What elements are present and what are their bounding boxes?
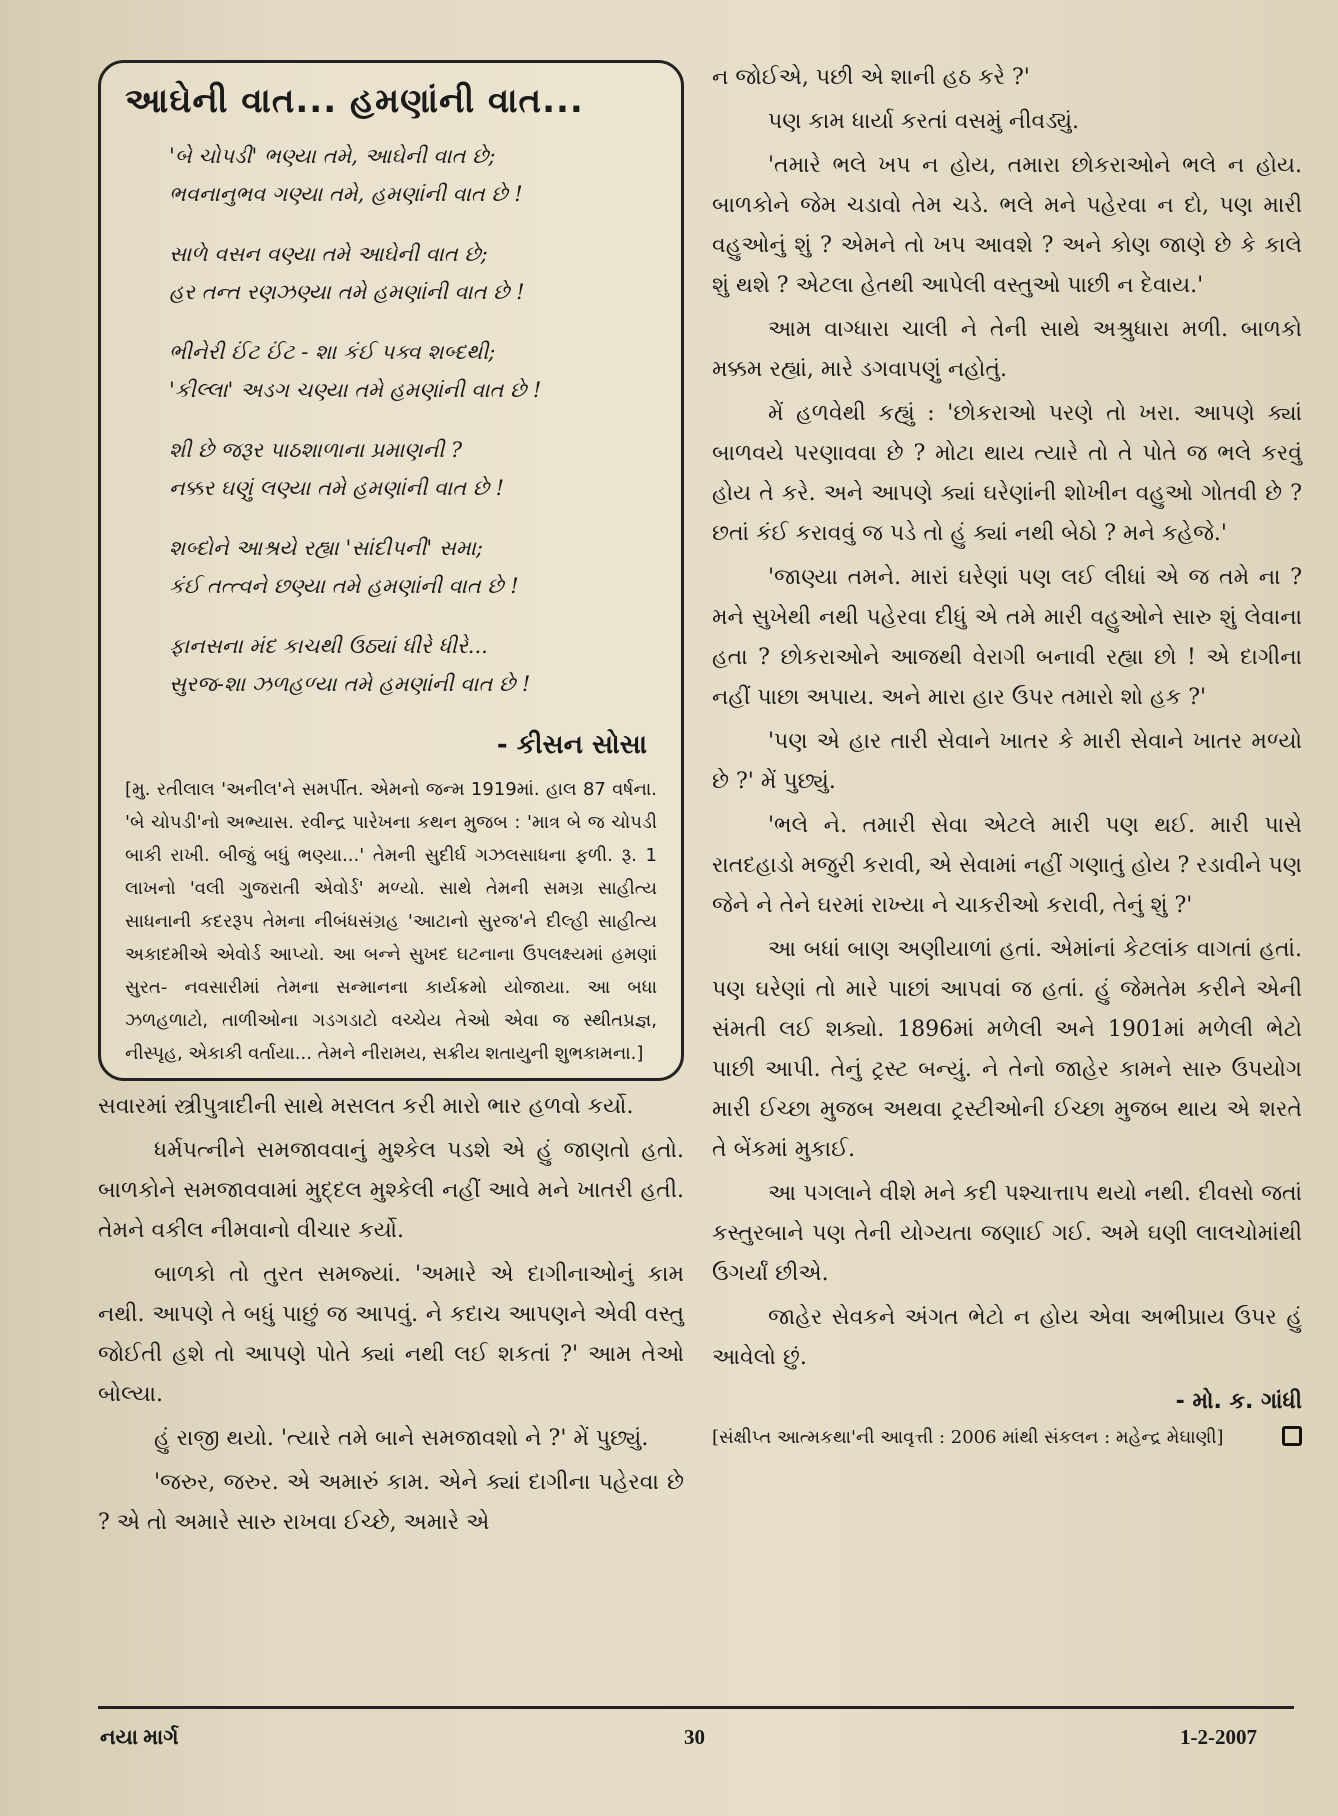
right-article-text [712,58,1302,1378]
source-citation: [સંક્ષીપ્ત આત્મકથા'ની આવૃત્તી : 2006 માંથી સંકલન : મહેન્દ્ર મેઘાણી] [712,1427,1224,1448]
poem-line: 'બે ચોપડી' ભણ્યા તમે, આઘેની વાત છે; [169,144,496,168]
paragraph: આ પગલાને વીશે મને કદી પશ્ચાત્તાપ થયો નથી. દીવસો જતાં કસ્તુરબાને પણ તેની યોગ્યતા જણાઈ ગઈ. અમે ઘણી લાલચોમાંથી ઉગર્યાં છીએ. [712,1181,1302,1286]
paragraph: 'તમારે ભલે ખપ ન હોય, તમારા છોકરાઓને ભલે ન હોય. બાળકોને જેમ ચડાવો તેમ ચડે. ભલે મને પહેરવા ન દો, પણ મારી વહુઓનું શું ? એમને તો ખપ આવશે ? અને કોણ જાણે છે કે કાલે શું થશે ? એટલા હેતથી આપેલી વસ્તુઓ પાછી ન દેવાય.' [712,153,1302,298]
poem-line: 'કીલ્લા' અડગ ચણ્યા તમે હમણાંની વાત છે ! [169,378,542,402]
end-of-article-square-icon [1282,1426,1302,1446]
paragraph: ન જોઈએ, પછી એ શાની હઠ કરે ?' [712,65,1030,90]
author-signature: - મો. ક. ગાંધી [1175,1389,1302,1414]
poem-line: હર તન્ત રણઝણ્યા તમે હમણાંની વાત છે ! [169,280,525,304]
poem-stanza [125,529,657,605]
poem-line: શબ્દોને આશ્રયે રહ્યા 'સાંદીપની' સમા; [169,536,483,560]
paragraph: આ બધાં બાણ અણીયાળાં હતાં. એમાંનાં કેટલાંક વાગતાં હતાં. પણ ઘરેણાં તો મારે પાછાં આપવાં જ હતાં. હું જેમતેમ કરીને એની સંમતી લઈ શક્યો. 1896માં મળેલી અને 1901માં મળેલી ભેટો પાછી આપી. તેનું ટ્રસ્ટ બન્યું. ને તેનો જાહેર કામને સારુ ઉપયોગ મારી ઈચ્છા મુજબ અથવા ટ્રસ્ટીઓની ઈચ્છા મુજબ થાય એ શરતે તે બેંકમાં મુકાઈ. [712,937,1302,1162]
paragraph: 'ભલે ને. તમારી સેવા એટલે મારી પણ થઈ. મારી પાસે રાતદહાડો મજુરી કરાવી, એ સેવામાં નહીં ગણાતું હોય ? રડાવીને પણ જેને ને તેને ઘરમાં રાખ્યા ને ચાકરીઓ કરાવી, તેનું શું ?' [712,813,1302,918]
poem-box [98,60,684,1081]
paragraph: બાળકો તો તુરત સમજ્યાં. 'અમારે એ દાગીનાઓનું કામ નથી. આપણે તે બધું પાછું જ આપવું. ને કદાચ આપણને એવી વસ્તુ જોઈતી હશે તો આપણે પોતે ક્યાં નથી લઈ શકતાં ?' આમ તેઓ બોલ્યા. [98,1262,684,1407]
poem-stanza [125,235,657,311]
paragraph: 'જાણ્યા તમને. મારાં ઘરેણાં પણ લઈ લીધાં એ જ તમે ના ? મને સુખેથી નથી પહેરવા દીધું એ તમે મારી વહુઓને સારુ શું લેવાના હતા ? છોકરાઓને આજથી વેરાગી બનાવી રહ્યા છો ! એ દાગીના નહીં પાછા અપાય. અને મારા હાર ઉપર તમારો શો હક ?' [712,565,1302,710]
paragraph: પણ કામ ધાર્યા કરતાં વસમું નીવડ્યું. [768,109,1080,134]
left-column [98,60,684,1547]
paragraph: હું રાજી થયો. 'ત્યારે તમે બાને સમજાવશો ને ?' મેં પુછ્યું. [154,1426,649,1451]
footer-date: 1-2-2007 [1180,1725,1257,1749]
paragraph: 'પણ એ હાર તારી સેવાને ખાતર કે મારી સેવાને ખાતર મળ્યો છે ?' મેં પુછ્યું. [712,729,1302,794]
paragraph: આમ વાગ્ધારા ચાલી ને તેની સાથે અશ્રુધારા મળી. બાળકો મક્કમ રહ્યાં, મારે ડગવાપણું નહોતું. [712,317,1302,382]
poem-line: ભીનેરી ઈંટ ઈંટ - શા કંઈ પક્વ શબ્દથી; [169,340,496,364]
footer-divider [98,1706,1294,1709]
paragraph: જાહેર સેવકને અંગત ભેટો ન હોય એવા અભીપ્રાય ઉપર હું આવેલો છું. [712,1305,1302,1370]
right-column [712,58,1302,1454]
poem-line: કંઈ તત્ત્વને છણ્યા તમે હમણાંની વાત છે ! [169,574,519,598]
poet-name: - કીસન સોસા [496,730,647,760]
source-row [712,1422,1302,1454]
poem-title: આઘેની વાત... હમણાંની વાત... [125,81,584,121]
footer-publication: નયા માર્ગ [100,1725,179,1749]
poet-note: [મુ. રતીલાલ 'અનીલ'ને સમર્પીત. એમનો જન્મ 1919માં. હાલ 87 વર્ષના. 'બે ચોપડી'નો અભ્યાસ. રવીન્દ્ર પારેખના કથન મુજબ : 'માત્ર બે જ ચોપડી બાકી રાખી. બીજું બધું ભણ્યા...' તેમની સુદીર્ઘ ગઝલસાધના ફળી. રૂ. 1 લાખનો 'વલી ગુજરાતી એવોર્ડ' મળ્યો. સાથે તેમની સમગ્ર સાહીત્ય સાધનાની કદરરૂપ તેમના નીબંધસંગ્રહ 'આટાનો સુરજ'ને દીલ્હી સાહીત્ય અકાદમીએ એવોર્ડ આપ્યો. આ બન્ને સુખદ ઘટનાના ઉપલક્ષ્યમાં હમણાં સુરત- નવસારીમાં તેમના સન્માનના કાર્યક્રમો યોજાયા. આ બધા ઝળહળાટો, તાળીઓના ગડગડાટો વચ્ચેય તેઓ એવા જ સ્થીતપ્રજ્ઞ, નીસ્પૃહ, એકાકી વર્તાયા... તેમને નીરામય, સક્રીય શતાયુની શુભકામના.] [125,779,657,1064]
poem-line: સુરજ-શા ઝળહળ્યા તમે હમણાંની વાત છે ! [169,672,531,696]
poem-line: સાળે વસન વણ્યા તમે આઘેની વાત છે; [169,242,488,266]
footer-page-number: 30 [684,1725,705,1749]
poem-line: ફાનસના મંદ કાચથી ઉઠ્યાં ધીરે ધીરે... [169,634,488,658]
paragraph: મેં હળવેથી કહ્યું : 'છોકરાઓ પરણે તો ખરા. આપણે ક્યાં બાળવયે પરણાવવા છે ? મોટા થાય ત્યારે તો તે પોતે જ ભલે કરવું હોય તે કરે. અને આપણે ક્યાં ઘરેણાંની શોખીન વહુઓ ગોતવી છે ? છતાં કંઈ કરાવવું જ પડે તો હું ક્યાં નથી બેઠો ? મને કહેજે.' [712,401,1302,546]
paragraph: ધર્મપત્નીને સમજાવવાનું મુશ્કેલ પડશે એ હું જાણતો હતો. બાળકોને સમજાવવામાં મુદ્દલ મુશ્કેલી નહીં આવે મને ખાતરી હતી. તેમને વકીલ નીમવાનો વીચાર કર્યો. [98,1138,684,1243]
poem-line: નક્કર ઘણું લણ્યા તમે હમણાંની વાત છે ! [169,476,505,500]
poem-line: શી છે જરૂર પાઠશાળાના પ્રમાણની ? [169,438,463,462]
left-article-text [98,1087,684,1543]
poem-stanza [125,627,657,703]
poem-stanza [125,137,657,213]
paragraph: 'જરુર, જરુર. એ અમારું કામ. એને ક્યાં દાગીના પહેરવા છે ? એ તો અમારે સારુ રાખવા ઈચ્છે, અમારે એ [98,1470,684,1535]
poem-stanzas [125,137,657,703]
paragraph: સવારમાં સ્ત્રીપુત્રાદીની સાથે મસલત કરી મારો ભાર હળવો કર્યો. [98,1094,634,1119]
poem-stanza [125,333,657,409]
poem-stanza [125,431,657,507]
poem-line: ભવનાનુભવ ગણ્યા તમે, હમણાંની વાત છે ! [169,182,523,206]
